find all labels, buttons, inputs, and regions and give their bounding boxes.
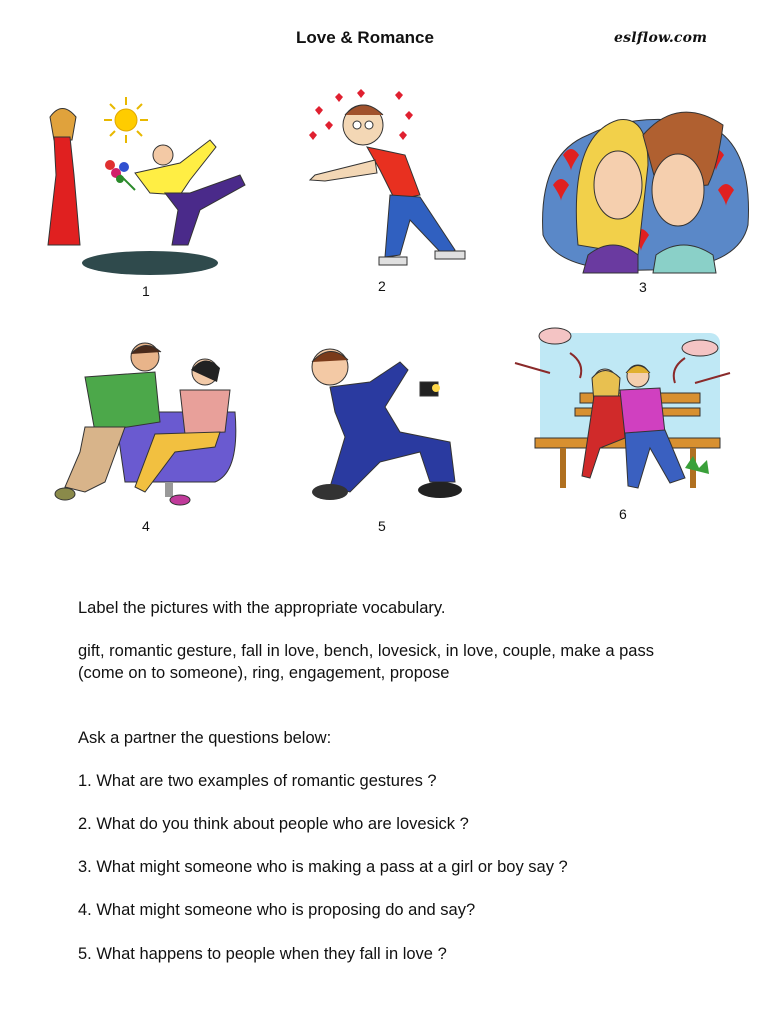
man-making-a-pass-illustration — [45, 342, 245, 512]
question-5: 5. What happens to people when they fall in love ? — [78, 945, 447, 963]
picture-number-1: 1 — [142, 283, 150, 299]
man-proposing-with-ring-illustration — [290, 342, 470, 512]
instructions-text: Label the pictures with the appropriate vocabulary. — [78, 599, 446, 617]
picture-number-6: 6 — [619, 506, 627, 522]
man-giving-flowers-illustration — [40, 95, 255, 280]
partner-prompt: Ask a partner the questions below: — [78, 729, 332, 747]
question-3: 3. What might someone who is making a pass at a girl or boy say ? — [78, 858, 568, 876]
question-2: 2. What do you think about people who are lovesick ? — [78, 815, 469, 833]
picture-number-4: 4 — [142, 518, 150, 534]
picture-number-3: 3 — [639, 279, 647, 295]
lovesick-man-illustration — [295, 85, 475, 275]
picture-number-5: 5 — [378, 518, 386, 534]
couple-on-bench-with-cupids-illustration — [510, 318, 735, 503]
question-4: 4. What might someone who is proposing do and say? — [78, 901, 476, 919]
couple-with-hearts-illustration — [538, 95, 753, 275]
picture-number-2: 2 — [378, 278, 386, 294]
site-logo: eslflow.com — [614, 30, 708, 46]
vocabulary-list: gift, romantic gesture, fall in love, bench, lovesick, in love, couple, make a pass (come on to someone), ring, engagement, propose — [78, 642, 654, 682]
question-1: 1. What are two examples of romantic gestures ? — [78, 772, 437, 790]
page-title: Love & Romance — [296, 28, 434, 47]
